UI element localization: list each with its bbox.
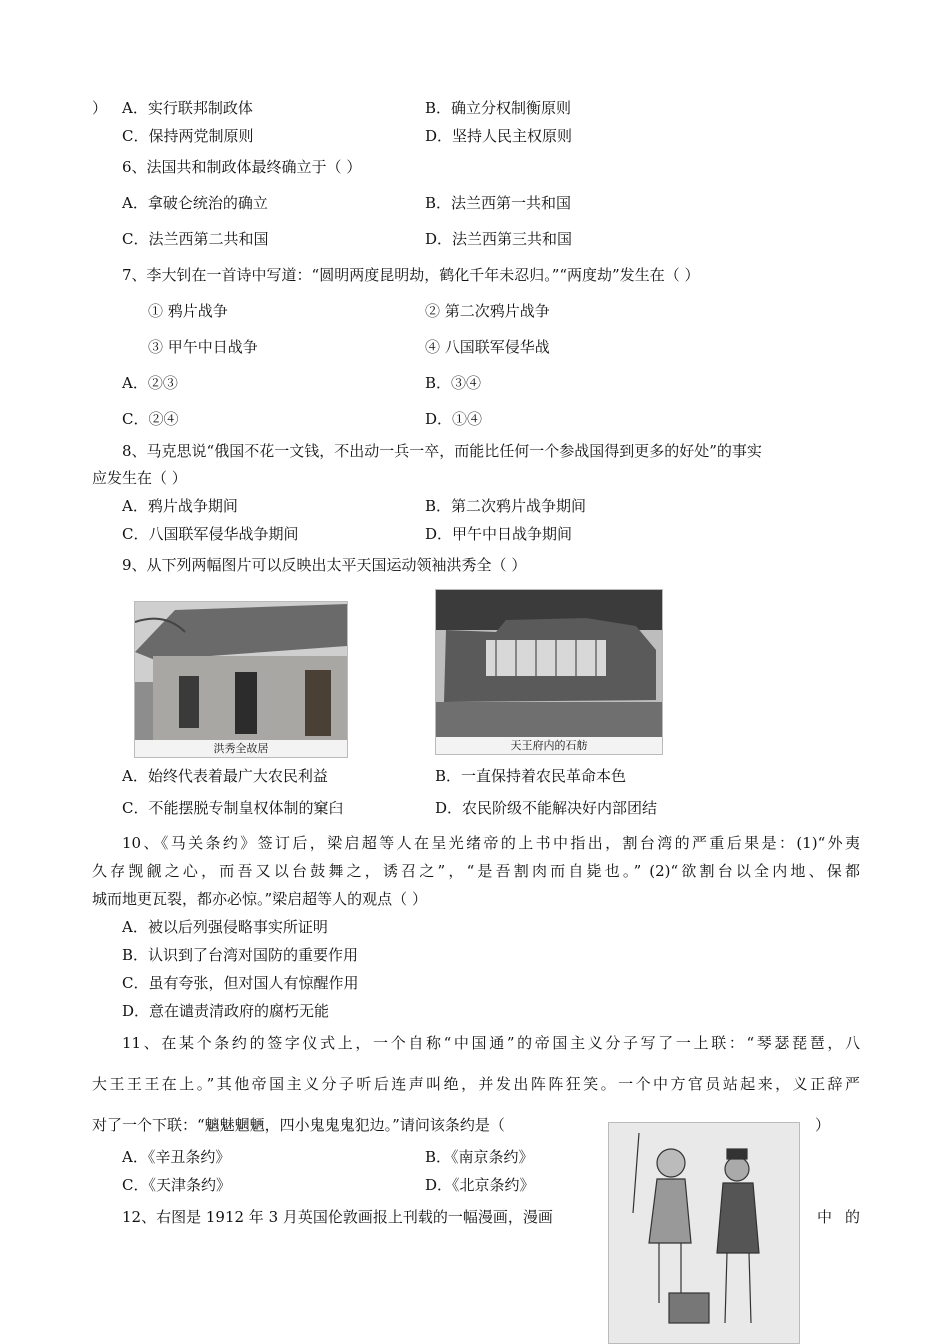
stone-boat-caption: 天王府内的石舫 <box>436 737 662 754</box>
q11-stem-line3: 对了一个下联：“魑魅魍魉，四小鬼鬼鬼犯边。”请问该条约是（ <box>92 1116 505 1134</box>
q8-option-c: C．八国联军侵华战争期间 <box>122 525 299 543</box>
q6-option-b: B．法兰西第一共和国 <box>425 194 572 212</box>
q12-stem-right-2: 的 <box>845 1208 861 1226</box>
q7-stem: 7、李大钊在一首诗中写道：“圆明两度昆明劫，鹤化千年未忍归。”“两度劫”发生在（ ） <box>122 266 700 284</box>
q12-stem-left: 12、右图是 1912 年 3 月英国伦敦画报上刊载的一幅漫画，漫画 <box>122 1208 553 1226</box>
former-residence-caption: 洪秀全故居 <box>135 740 347 757</box>
q11-stem-line3-end: ） <box>815 1116 831 1134</box>
q6-stem: 6、法国共和制政体最终确立于（ ） <box>122 158 362 176</box>
q10-stem-line3: 城而地更瓦裂，都亦必惊。”梁启超等人的观点（ ） <box>92 890 427 908</box>
cartoon-sketch <box>609 1123 799 1343</box>
q9-option-d: D．农民阶级不能解决好内部团结 <box>435 799 658 817</box>
q8-option-a: A．鸦片战争期间 <box>122 497 238 515</box>
stone-boat-illustration <box>436 590 662 737</box>
q7-option-c: C．②④ <box>122 410 179 428</box>
q7-item-1: ① 鸦片战争 <box>148 302 228 320</box>
q11-option-d: D．《北京条约》 <box>425 1176 535 1194</box>
q10-option-b: B．认识到了台湾对国防的重要作用 <box>122 946 359 964</box>
q8-option-d: D．甲午中日战争期间 <box>425 525 573 543</box>
q10-option-d: D．意在谴责清政府的腐朽无能 <box>122 1002 330 1020</box>
q10-option-c: C．虽有夸张，但对国人有惊醒作用 <box>122 974 359 992</box>
q11-option-a: A．《辛丑条约》 <box>122 1148 231 1166</box>
q9-stem: 9、从下列两幅图片可以反映出太平天国运动领袖洪秀全（ ） <box>122 556 527 574</box>
q8-stem-line1: 8、马克思说“俄国不花一文钱，不出动一兵一卒，而能比任何一个参战国得到更多的好处”的事实 <box>122 442 762 460</box>
q11-option-c: C．《天津条约》 <box>122 1176 231 1194</box>
q9-option-a: A．始终代表着最广大农民利益 <box>122 767 328 785</box>
q12-stem-right-1: 中 <box>817 1208 833 1226</box>
q7-option-b: B．③④ <box>425 374 482 392</box>
q7-item-2: ② 第二次鸦片战争 <box>425 302 550 320</box>
q6-option-d: D．法兰西第三共和国 <box>425 230 573 248</box>
q9-option-b: B．一直保持着农民革命本色 <box>435 767 627 785</box>
q7-option-a: A．②③ <box>122 374 178 392</box>
q7-item-3: ③ 甲午中日战争 <box>148 338 258 356</box>
q10-stem-line2: 久存觊觎之心，而吾又以台鼓舞之，诱召之”，“是吾割肉而自毙也。” (2)“欲割台以全内地、保都 <box>92 862 860 880</box>
house-illustration <box>135 602 347 740</box>
q9-option-c: C．不能摆脱专制皇权体制的窠臼 <box>122 799 344 817</box>
stone-boat-photo <box>435 589 663 755</box>
q5-option-d: D．坚持人民主权原则 <box>425 127 573 145</box>
q6-option-a: A．拿破仑统治的确立 <box>122 194 268 212</box>
q11-stem-line2: 大王王王在上。”其他帝国主义分子听后连声叫绝，并发出阵阵狂笑。一个中方官员站起来，义正辞严 <box>92 1075 860 1093</box>
q5-prefix: ） <box>92 99 108 117</box>
q5-option-b: B．确立分权制衡原则 <box>425 99 572 117</box>
cartoon-illustration <box>608 1122 800 1344</box>
q7-option-d: D．①④ <box>425 410 483 428</box>
q8-stem-line2: 应发生在（ ） <box>92 469 187 487</box>
q11-option-b: B．《南京条约》 <box>425 1148 534 1166</box>
q5-option-a: A．实行联邦制政体 <box>122 99 253 117</box>
q6-option-c: C．法兰西第二共和国 <box>122 230 269 248</box>
q7-item-4: ④ 八国联军侵华战 <box>425 338 550 356</box>
q10-stem-line1: 10、《马关条约》签订后，梁启超等人在呈光绪帝的上书中指出，割台湾的严重后果是：(1)“外夷 <box>122 834 860 852</box>
q5-option-c: C．保持两党制原则 <box>122 127 254 145</box>
q10-option-a: A．被以后列强侵略事实所证明 <box>122 918 328 936</box>
former-residence-photo <box>134 601 348 758</box>
q8-option-b: B．第二次鸦片战争期间 <box>425 497 587 515</box>
q11-stem-line1: 11、在某个条约的签字仪式上，一个自称“中国通”的帝国主义分子写了一上联：“琴瑟琵琶，八 <box>122 1034 860 1052</box>
